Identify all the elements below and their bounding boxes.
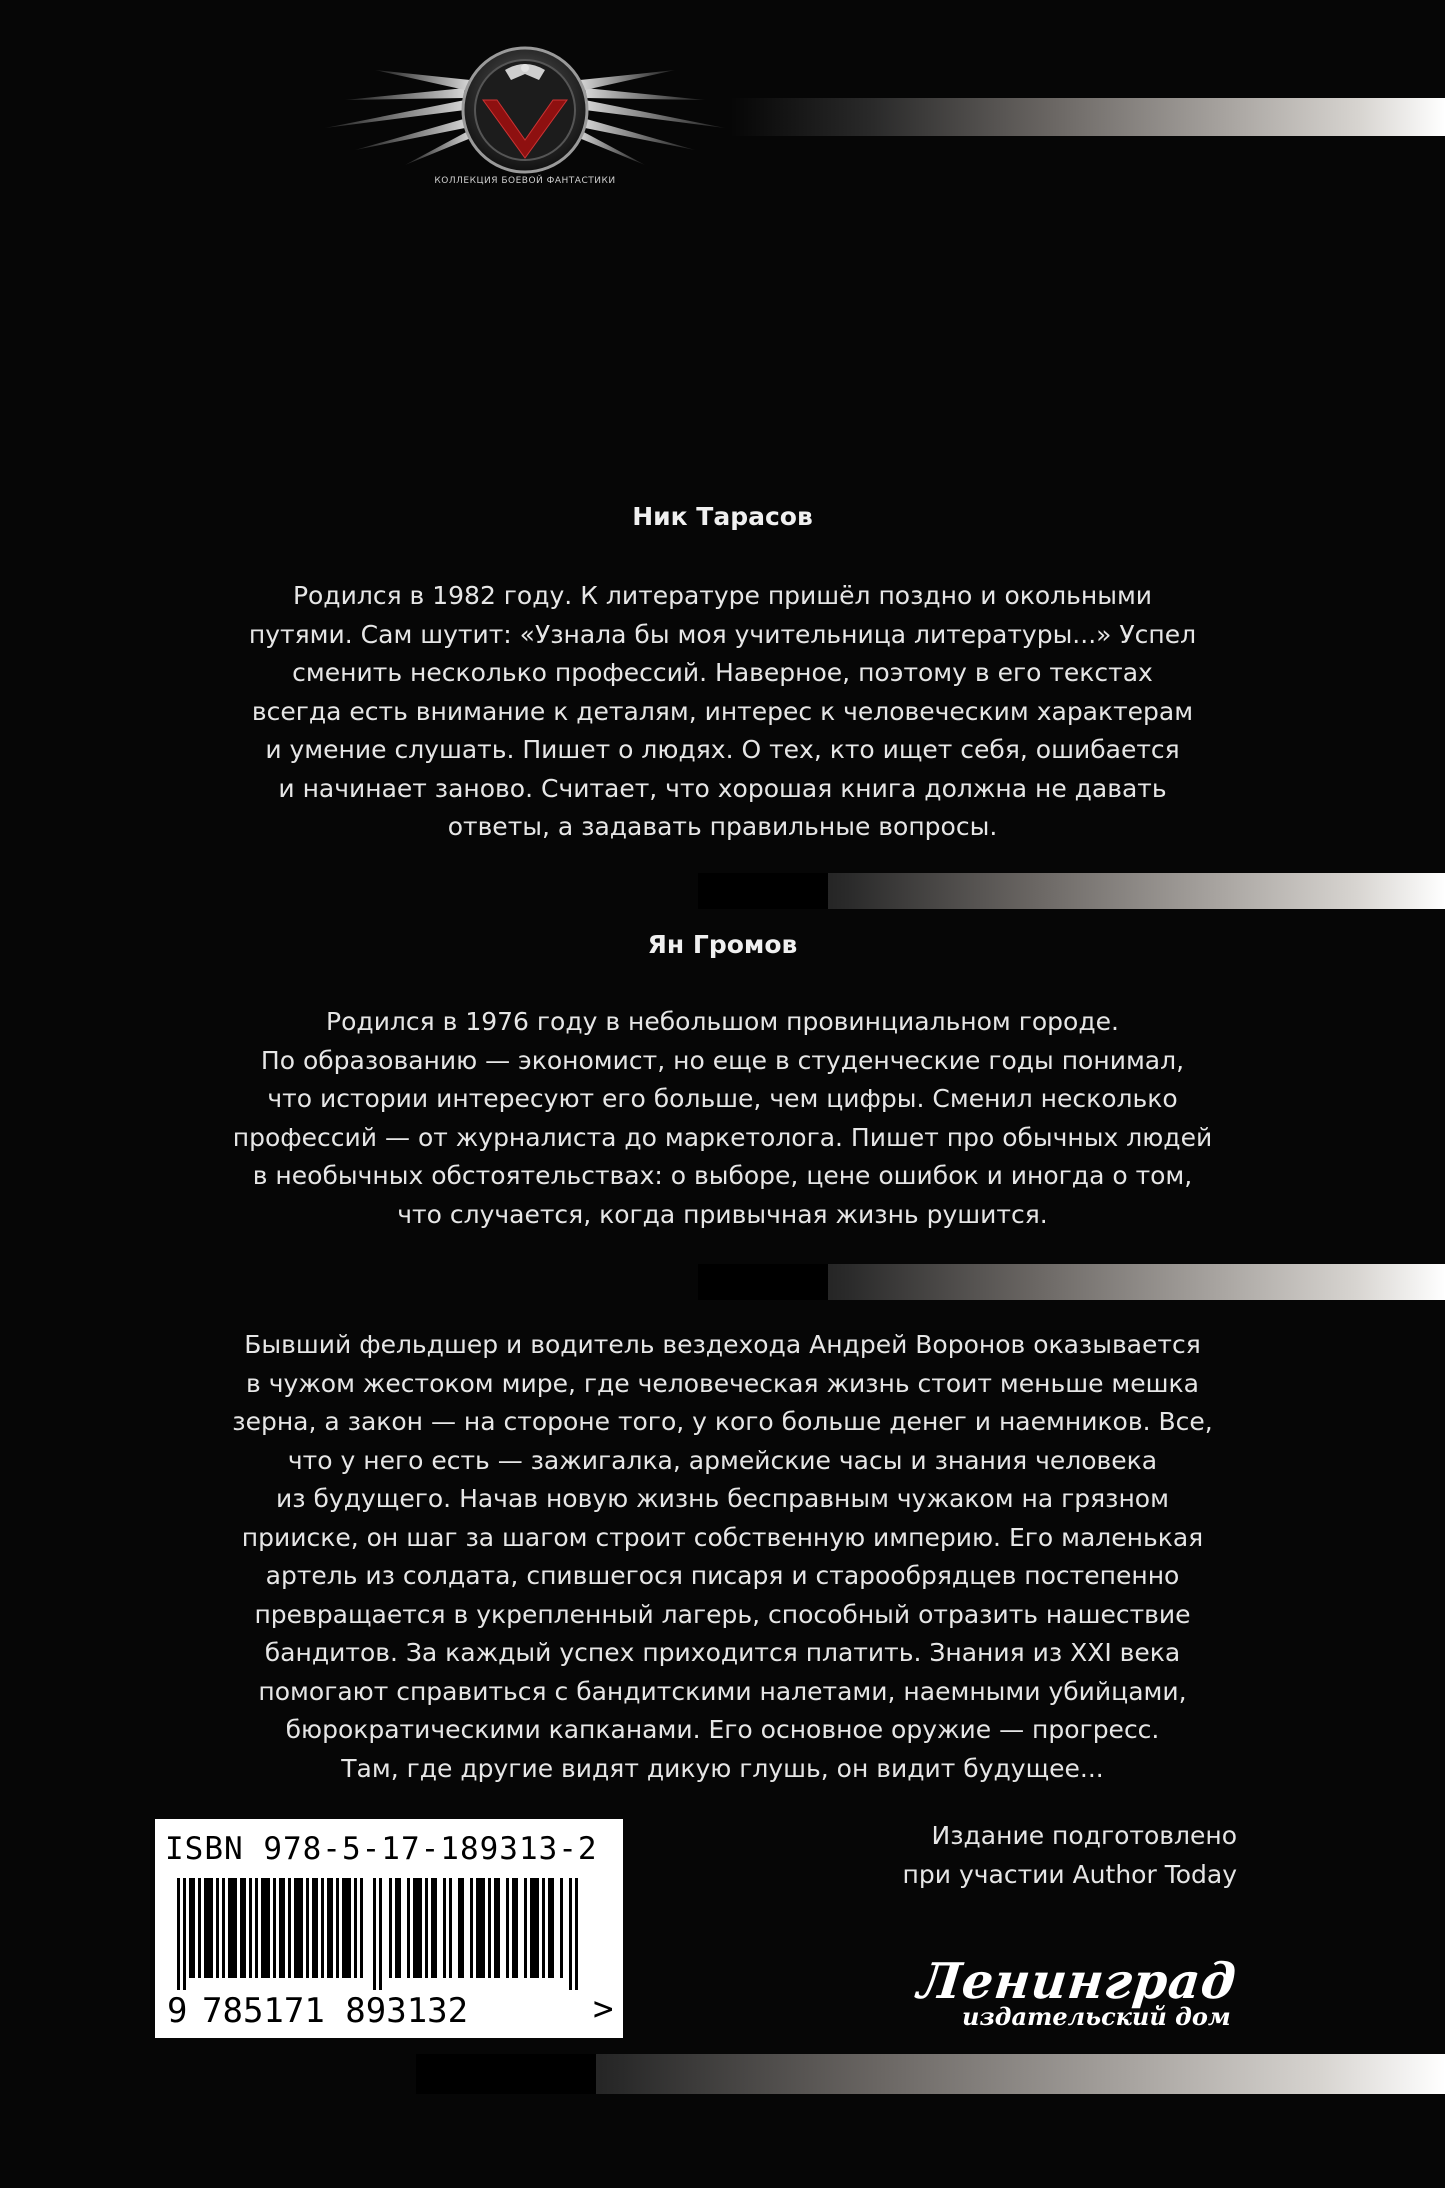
bio-line: ответы, а задавать правильные вопросы. xyxy=(447,812,998,841)
bio-line: Родился в 1976 году в небольшом провинциальном городе. xyxy=(326,1007,1119,1036)
bio-line: в необычных обстоятельствах: о выборе, цене ошибок и иногда о том, xyxy=(252,1161,1193,1190)
bio-line: всегда есть внимание к деталям, интерес к человеческим характерам xyxy=(251,696,1194,726)
barcode-arrow: > xyxy=(593,1989,614,2029)
barcode-digits: 785171 893132 xyxy=(202,1991,469,2031)
bio-line: путями. Сам шутит: «Узнала бы моя учительница литературы...» Успел xyxy=(248,619,1197,649)
publisher-subtitle: издательский дом xyxy=(962,2002,1231,2031)
synopsis-line: артель из солдата, спившегося писаря и старообрядцев постепенно xyxy=(265,1561,1180,1590)
bio-line: что случается, когда привычная жизнь рушится. xyxy=(397,1199,1048,1229)
bio-line: По образованию — экономист, но еще в студенческие годы понимал, xyxy=(260,1045,1185,1075)
barcode-icon xyxy=(177,1878,589,1990)
bio-line: и умение слушать. Пишет о людях. О тех, кто ищет себя, ошибается xyxy=(265,735,1180,764)
series-emblem xyxy=(315,40,735,220)
author-bio xyxy=(220,1003,1225,1234)
isbn-label: ISBN 978-5-17-189313-2 xyxy=(165,1831,598,1867)
synopsis-line: превращается в укрепленный лагерь, способный отразить нашествие xyxy=(254,1599,1191,1629)
decorative-bar-stub xyxy=(416,2054,596,2094)
synopsis-line: Там, где другие видят дикую глушь, он видит будущее... xyxy=(341,1753,1104,1783)
edition-note-line: Издание подготовлено xyxy=(931,1821,1237,1850)
synopsis-line: бюрократическими капканами. Его основное оружие — прогресс. xyxy=(285,1715,1160,1744)
author-name: Ян Громов xyxy=(647,930,798,959)
synopsis-line: помогают справиться с бандитскими налетами, наемными убийцами, xyxy=(258,1676,1187,1706)
publisher-logo xyxy=(914,1952,1240,2040)
synopsis-line: что у него есть — зажигалка, армейские часы и знания человека xyxy=(287,1445,1158,1475)
synopsis-line: бандитов. За каждый успех приходится платить. Знания из XXI века xyxy=(264,1638,1181,1667)
edition-note-line: при участии Author Today xyxy=(902,1860,1237,1889)
isbn-barcode xyxy=(155,1819,623,2038)
barcode-first-digit: 9 xyxy=(167,1991,188,2031)
synopsis-line: Бывший фельдшер и водитель вездехода Андрей Воронов оказывается xyxy=(244,1330,1201,1359)
decorative-bar-stub xyxy=(698,1264,828,1300)
bio-line: что истории интересуют его больше, чем цифры. Сменил несколько xyxy=(267,1084,1178,1113)
bio-line: и начинает заново. Считает, что хорошая книга должна не давать xyxy=(278,773,1167,803)
publisher-name: Ленинград xyxy=(914,1952,1240,2010)
synopsis-line: в чужом жестоком мире, где человеческая жизнь стоит меньше мешка xyxy=(246,1368,1199,1398)
decorative-bar-top xyxy=(730,98,1445,136)
edition-note xyxy=(903,1816,1237,1894)
synopsis-line: зерна, а закон — на стороне того, у кого больше денег и наемников. Все, xyxy=(232,1407,1213,1436)
winged-shield-icon xyxy=(315,40,735,175)
bio-line: Родился в 1982 году. К литературе пришёл поздно и окольными xyxy=(292,581,1153,610)
synopsis-line: из будущего. Начав новую жизнь бесправным чужаком на грязном xyxy=(276,1484,1169,1513)
book-synopsis xyxy=(220,1326,1225,1788)
decorative-bar-stub xyxy=(698,873,828,909)
bio-line: профессий — от журналиста до маркетолога. Пишет про обычных людей xyxy=(232,1122,1213,1152)
author-name: Ник Тарасов xyxy=(632,502,813,531)
author-bio xyxy=(220,577,1225,847)
synopsis-line: прииске, он шаг за шагом строит собственную империю. Его маленькая xyxy=(241,1522,1204,1552)
bio-line: сменить несколько профессий. Наверное, поэтому в его текстах xyxy=(292,658,1153,687)
emblem-caption: КОЛЛЕКЦИЯ БОЕВОЙ ФАНТАСТИКИ xyxy=(434,176,616,186)
